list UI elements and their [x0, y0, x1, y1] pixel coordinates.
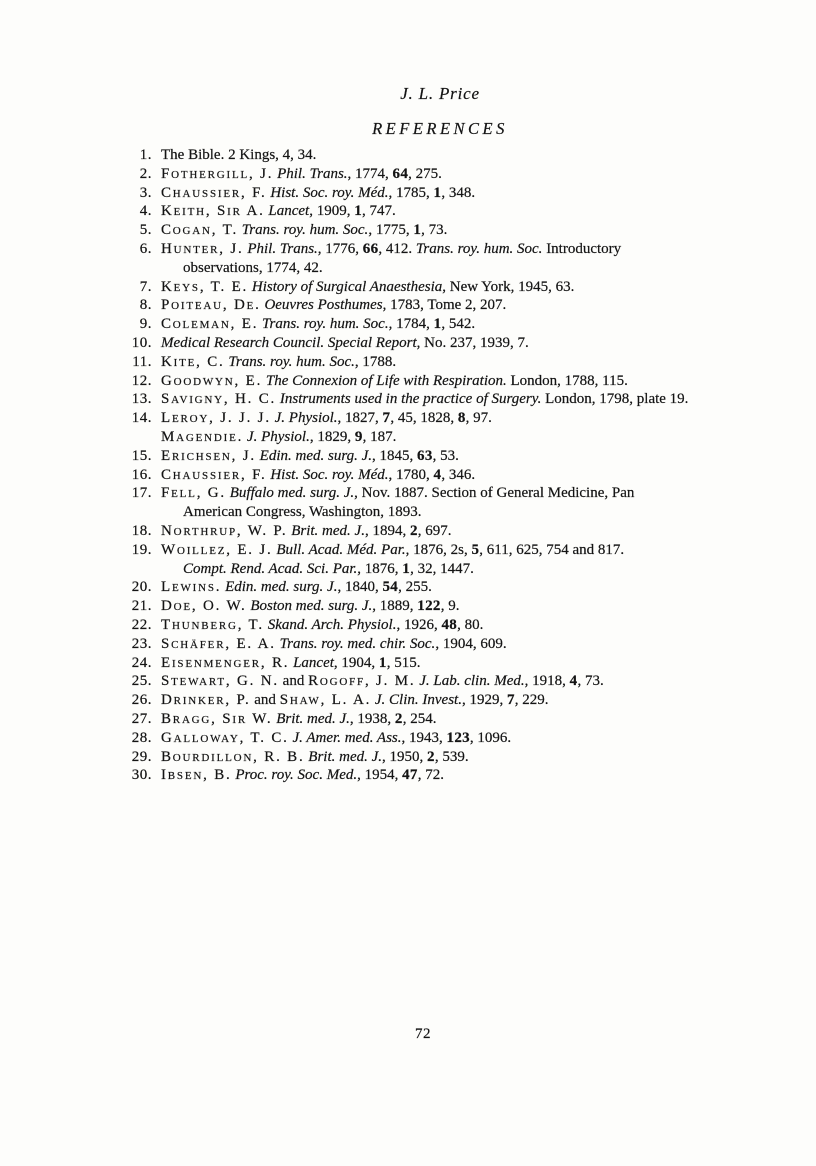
reference-line: [161, 672, 771, 691]
reference-segment: , Nov. 1887. Section of General Medicine, Pan: [354, 485, 635, 502]
reference-line: [161, 466, 771, 485]
reference-line: [161, 635, 771, 654]
reference-text: [161, 165, 771, 184]
reference-segment: , 73.: [421, 222, 448, 239]
reference-number: 16.: [131, 466, 152, 483]
reference-segment: , 1904,: [333, 654, 379, 671]
reference-segment: 4: [433, 466, 442, 483]
reference-text: [161, 484, 771, 522]
reference-text: [161, 466, 771, 485]
reference-text: [161, 334, 771, 353]
reference-segment: Savigny, H. C.: [161, 391, 277, 408]
reference-line: [161, 372, 771, 391]
reference-line: [161, 541, 771, 560]
reference-segment: Stewart, G. N.: [161, 673, 279, 690]
reference-item: [118, 240, 778, 278]
reference-segment: , 1926,: [396, 616, 442, 633]
reference-segment: Chaussier, F.: [161, 466, 267, 483]
reference-segment: , 1876,: [357, 560, 403, 577]
reference-segment: , 348.: [441, 184, 476, 201]
reference-segment: Edin. med. surg. J.: [255, 447, 373, 464]
reference-segment: Hist. Soc. roy. Méd.: [266, 184, 389, 201]
reference-line: [183, 503, 771, 522]
reference-segment: , 542.: [441, 316, 476, 333]
reference-line: [161, 766, 771, 785]
reference-item: [118, 616, 778, 635]
reference-line: [161, 146, 771, 165]
reference-number: 22.: [131, 616, 152, 633]
reference-item: [118, 466, 778, 485]
reference-segment: Keith, Sir A.: [161, 203, 265, 220]
reference-segment: J. Physiol.: [243, 428, 310, 445]
reference-segment: Woillez, E. J.: [161, 541, 273, 558]
reference-segment: , 229.: [514, 692, 549, 709]
reference-segment: , 275.: [408, 165, 442, 182]
reference-segment: 1: [354, 203, 363, 220]
reference-segment: Ibsen, B.: [161, 767, 232, 784]
reference-text: [161, 184, 771, 203]
reference-segment: 1: [433, 316, 442, 333]
reference-segment: 8: [457, 410, 466, 427]
reference-line: [161, 184, 771, 203]
reference-segment: , 32, 1447.: [410, 560, 474, 577]
reference-item: [118, 654, 778, 673]
reference-segment: Erichsen, J.: [161, 447, 256, 464]
reference-segment: , 1889,: [372, 598, 418, 615]
reference-line: [161, 616, 771, 635]
reference-segment: 54: [382, 579, 399, 596]
reference-segment: London, 1788, 115.: [506, 372, 628, 389]
reference-segment: Lancet: [289, 654, 334, 671]
reference-segment: , 255.: [398, 579, 432, 596]
reference-text: [161, 353, 771, 372]
reference-text: [161, 202, 771, 221]
reference-number: 27.: [131, 710, 152, 727]
reference-item: [118, 672, 778, 691]
reference-segment: Hunter, J.: [161, 240, 244, 257]
reference-segment: Galloway, T. C.: [161, 729, 289, 746]
reference-segment: Lewins.: [161, 579, 222, 596]
reference-line: [161, 296, 771, 315]
reference-segment: 5: [471, 541, 480, 558]
reference-text: [161, 541, 771, 579]
reference-number: 2.: [139, 165, 152, 182]
reference-segment: , 515.: [386, 654, 421, 671]
reference-segment: London, 1798, plate 19.: [541, 391, 689, 408]
reference-segment: Bragg, Sir W.: [161, 710, 273, 727]
reference-segment: , 45, 1828,: [390, 410, 458, 427]
reference-text: [161, 710, 771, 729]
reference-segment: , 1904, 609.: [435, 635, 507, 652]
reference-segment: Drinker, P.: [161, 692, 251, 709]
reference-segment: 1: [402, 560, 411, 577]
reference-text: [161, 654, 771, 673]
reference-item: [118, 766, 778, 785]
reference-number: 8.: [139, 297, 152, 314]
reference-segment: Lancet: [264, 203, 310, 220]
reference-segment: Schäfer, E. A.: [161, 635, 276, 652]
reference-segment: 2: [427, 748, 435, 765]
reference-segment: , 80.: [457, 616, 484, 633]
reference-line: [161, 729, 771, 748]
reference-item: [118, 221, 778, 240]
reference-segment: 2: [409, 522, 418, 539]
reference-number: 29.: [131, 748, 152, 765]
reference-segment: Goodwyn, E.: [161, 372, 263, 389]
reference-segment: 9: [354, 428, 363, 445]
reference-segment: History of Surgical Anaesthesia: [248, 278, 443, 295]
reference-segment: J. Physiol.: [270, 410, 338, 427]
reference-item: [118, 578, 778, 597]
reference-segment: Chaussier, F.: [161, 184, 267, 201]
reference-text: [161, 315, 771, 334]
reference-item: [118, 353, 778, 372]
reference-item: [118, 710, 778, 729]
reference-segment: 47: [402, 767, 418, 784]
reference-number: 3.: [139, 184, 152, 201]
reference-segment: 48: [441, 616, 458, 633]
reference-segment: Proc. roy. Soc. Med.: [231, 767, 358, 784]
reference-segment: , 611, 625, 754 and 817.: [479, 541, 625, 558]
reference-segment: Fell, G.: [161, 485, 226, 502]
reference-segment: Brit. med. J.: [272, 710, 350, 727]
reference-item: [118, 296, 778, 315]
reference-number: 25.: [131, 673, 152, 690]
reference-text: [161, 146, 771, 165]
reference-segment: , 73.: [577, 673, 604, 690]
section-title: REFERENCES: [372, 119, 508, 138]
reference-number: 30.: [131, 767, 152, 784]
reference-line: [161, 165, 771, 184]
reference-line: [161, 710, 771, 729]
reference-number: 6.: [139, 240, 152, 257]
reference-segment: 122: [417, 598, 441, 615]
reference-line: [161, 409, 771, 428]
reference-segment: 1: [413, 222, 422, 239]
reference-segment: 1: [378, 654, 387, 671]
reference-segment: , 1775,: [368, 222, 414, 239]
reference-segment: , 9.: [440, 598, 460, 615]
reference-line: [161, 240, 771, 259]
reference-segment: Trans. roy. hum. Soc.: [238, 222, 369, 239]
reference-segment: Brit. med. J.: [287, 522, 365, 539]
reference-segment: Phil. Trans.: [243, 240, 318, 257]
reference-line: [161, 390, 771, 409]
reference-item: [118, 184, 778, 203]
reference-line: [161, 447, 771, 466]
reference-segment: and: [278, 673, 309, 690]
reference-item: [118, 390, 778, 409]
reference-segment: , 1943,: [401, 729, 447, 746]
reference-segment: , 1845,: [372, 447, 418, 464]
reference-segment: , 254.: [402, 710, 437, 727]
reference-segment: J. Amer. med. Ass.: [288, 729, 402, 746]
reference-text: [161, 447, 771, 466]
reference-segment: Bourdillon, R. B.: [161, 748, 305, 765]
reference-text: [161, 522, 771, 541]
reference-item: [118, 372, 778, 391]
reference-list: [118, 146, 778, 785]
reference-segment: , New York, 1945, 63.: [442, 278, 575, 295]
reference-text: [161, 278, 771, 297]
reference-segment: 7: [506, 692, 515, 709]
reference-segment: 4: [569, 673, 578, 690]
reference-number: 28.: [131, 729, 152, 746]
reference-segment: Bull. Acad. Méd. Par.: [272, 541, 406, 558]
reference-text: [161, 635, 771, 654]
reference-segment: , 747.: [362, 203, 396, 220]
reference-segment: Oeuvres Posthumes: [260, 297, 383, 314]
reference-segment: , 1829,: [309, 428, 355, 445]
reference-segment: Shaw, L. A.: [279, 692, 372, 709]
reference-segment: Buffalo med. surg. J.: [225, 485, 355, 502]
reference-segment: Phil. Trans.: [273, 165, 348, 182]
reference-number: 4.: [139, 203, 152, 220]
reference-item: [118, 278, 778, 297]
reference-text: [161, 390, 771, 409]
reference-number: 18.: [131, 522, 152, 539]
reference-number: 5.: [139, 222, 152, 239]
reference-number: 17.: [131, 485, 152, 502]
reference-number: 23.: [131, 635, 152, 652]
reference-text: [161, 409, 771, 447]
reference-segment: Fothergill, J.: [161, 165, 274, 182]
reference-line: [161, 597, 771, 616]
reference-segment: , 1918,: [524, 673, 570, 690]
reference-line: [161, 202, 771, 221]
reference-segment: Medical Research Council. Special Report: [161, 334, 417, 351]
reference-number: 14.: [131, 410, 152, 427]
reference-number: 11.: [132, 353, 152, 370]
reference-segment: , 1785,: [388, 184, 434, 201]
reference-line: [161, 353, 771, 372]
reference-number: 10.: [131, 334, 152, 351]
reference-number: 7.: [139, 278, 152, 295]
reference-number: 15.: [131, 447, 152, 464]
reference-segment: , No. 237, 1939, 7.: [416, 334, 529, 351]
reference-item: [118, 484, 778, 522]
reference-segment: , 1876, 2s,: [405, 541, 472, 558]
reference-segment: , 1096.: [469, 729, 512, 746]
reference-segment: Northrup, W. P.: [161, 522, 288, 539]
reference-segment: Thunberg, T.: [161, 616, 264, 633]
reference-segment: , 53.: [432, 447, 459, 464]
reference-segment: The Bible. 2 Kings, 4, 34.: [161, 147, 317, 163]
reference-segment: , 539.: [434, 748, 469, 765]
reference-item: [118, 729, 778, 748]
reference-segment: , 1954,: [357, 767, 403, 784]
page-number: 72: [415, 1026, 431, 1042]
reference-item: [118, 541, 778, 579]
reference-segment: 66: [362, 240, 379, 257]
reference-segment: The Connexion of Life with Respiration.: [262, 372, 507, 389]
reference-item: [118, 202, 778, 221]
reference-segment: Magendie.: [161, 428, 244, 445]
reference-text: [161, 691, 771, 710]
reference-item: [118, 447, 778, 466]
reference-number: 26.: [131, 692, 152, 709]
reference-segment: 2: [394, 710, 403, 727]
running-head: J. L. Price: [400, 84, 480, 103]
reference-segment: J. Clin. Invest.: [371, 692, 462, 709]
reference-segment: observations, 1774, 42.: [183, 259, 323, 276]
reference-item: [118, 597, 778, 616]
reference-line: [161, 522, 771, 541]
reference-text: [161, 729, 771, 748]
reference-item: [118, 315, 778, 334]
reference-line: [183, 259, 771, 278]
reference-segment: J. Lab. clin. Med.: [415, 673, 525, 690]
reference-line: [161, 748, 771, 767]
reference-text: [161, 240, 771, 278]
reference-text: [161, 597, 771, 616]
reference-segment: 64: [392, 165, 409, 182]
reference-segment: , 1774,: [347, 165, 393, 182]
reference-item: [118, 522, 778, 541]
reference-segment: , 1929,: [461, 692, 507, 709]
reference-segment: Leroy, J. J. J.: [161, 410, 271, 427]
reference-segment: Boston med. surg. J.: [246, 598, 373, 615]
reference-line: [161, 334, 771, 353]
reference-item: [118, 146, 778, 165]
reference-text: [161, 296, 771, 315]
reference-segment: Instruments used in the practice of Surgery.: [276, 391, 542, 408]
reference-number: 9.: [139, 316, 152, 333]
reference-segment: Poiteau, De.: [161, 297, 261, 314]
reference-segment: Hist. Soc. roy. Méd.: [266, 466, 389, 483]
reference-number: 19.: [131, 541, 152, 558]
reference-text: [161, 221, 771, 240]
reference-segment: Kite, C.: [161, 353, 225, 370]
reference-line: [161, 578, 771, 597]
reference-segment: Trans. roy. hum. Soc.: [258, 316, 389, 333]
reference-segment: Doe, O. W.: [161, 598, 247, 615]
reference-segment: , 697.: [417, 522, 452, 539]
reference-item: [118, 691, 778, 710]
reference-segment: , 1784,: [388, 316, 434, 333]
reference-segment: Trans. roy. hum. Soc.: [224, 353, 355, 370]
reference-segment: , 1776,: [317, 240, 363, 257]
reference-segment: Compt. Rend. Acad. Sci. Par.: [183, 560, 358, 577]
reference-line: [161, 654, 771, 673]
reference-segment: Rogoff, J. M.: [308, 673, 416, 690]
reference-text: [161, 616, 771, 635]
reference-segment: , 1950,: [382, 748, 428, 765]
reference-segment: , 412.: [378, 240, 416, 257]
reference-line: [161, 221, 771, 240]
reference-segment: 7: [382, 410, 391, 427]
reference-segment: 63: [417, 447, 433, 464]
reference-segment: Trans. roy. med. chir. Soc.: [275, 635, 436, 652]
reference-text: [161, 672, 771, 691]
reference-segment: Brit. med. J.: [304, 748, 383, 765]
reference-segment: , 1938,: [349, 710, 395, 727]
reference-segment: , 1783, Tome 2, 207.: [382, 297, 507, 314]
reference-text: [161, 748, 771, 767]
reference-segment: Trans. roy. hum. Soc.: [415, 240, 543, 257]
reference-segment: Cogan, T.: [161, 222, 239, 239]
reference-segment: , 1840,: [337, 579, 383, 596]
reference-item: [118, 748, 778, 767]
reference-line: [183, 560, 771, 579]
reference-segment: , 1780,: [388, 466, 434, 483]
reference-text: [161, 372, 771, 391]
reference-segment: Eisenmenger, R.: [161, 654, 290, 671]
reference-item: [118, 635, 778, 654]
reference-text: [161, 578, 771, 597]
reference-segment: , 1827,: [337, 410, 383, 427]
reference-number: 20.: [131, 579, 152, 596]
reference-segment: , 187.: [362, 428, 397, 445]
reference-segment: American Congress, Washington, 1893.: [183, 504, 422, 521]
reference-line: [161, 428, 771, 447]
reference-item: [118, 165, 778, 184]
reference-segment: , 97.: [465, 410, 492, 427]
reference-segment: and: [250, 692, 280, 709]
reference-number: 1.: [139, 147, 152, 163]
reference-segment: , 1788.: [354, 353, 397, 370]
reference-item: [118, 409, 778, 447]
reference-number: 24.: [131, 654, 152, 671]
reference-segment: Edin. med. surg. J.: [221, 579, 338, 596]
reference-line: [161, 484, 771, 503]
reference-line: [161, 315, 771, 334]
reference-segment: Skand. Arch. Physiol.: [263, 616, 397, 633]
reference-segment: , 346.: [441, 466, 476, 483]
reference-segment: Coleman, E.: [161, 316, 259, 333]
reference-segment: 1: [433, 184, 442, 201]
reference-text: [161, 766, 771, 785]
reference-number: 12.: [131, 372, 152, 389]
reference-number: 13.: [131, 391, 152, 408]
reference-segment: Keys, T. E.: [161, 278, 249, 295]
reference-segment: 123: [446, 729, 470, 746]
reference-segment: , 1894,: [364, 522, 410, 539]
reference-segment: , 1909,: [309, 203, 355, 220]
reference-line: [161, 691, 771, 710]
reference-line: [161, 278, 771, 297]
reference-segment: Introductory: [542, 240, 622, 257]
reference-segment: , 72.: [417, 767, 444, 784]
reference-item: [118, 334, 778, 353]
reference-number: 21.: [131, 598, 152, 615]
